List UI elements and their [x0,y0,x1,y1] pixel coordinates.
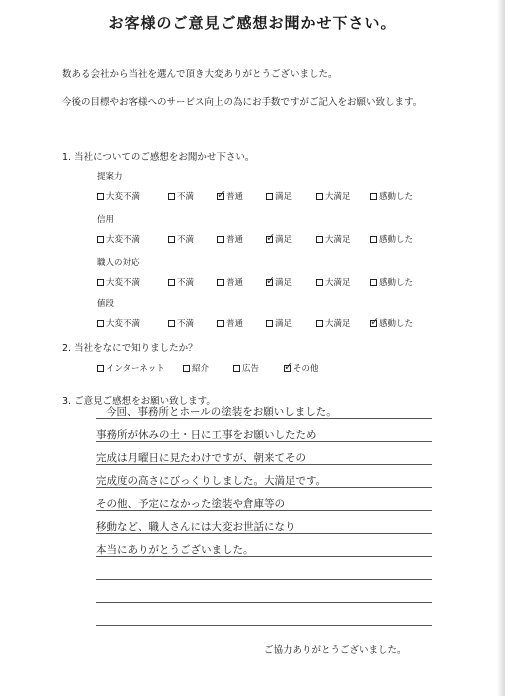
rating-option[interactable] [217,317,243,329]
option-label: 紹介 [192,364,210,374]
checkbox[interactable] [370,314,380,328]
source-option[interactable] [284,359,319,374]
checkbox[interactable] [266,230,276,244]
rating-option[interactable] [316,190,351,202]
rating-option[interactable] [217,233,243,245]
option-label: 大変不満 [106,235,141,245]
checkbox[interactable] [168,236,175,243]
rating-option[interactable] [97,190,140,202]
q3-heading: 3. ご意見ご感想をお願い致します。 [62,396,216,407]
comment-line: 移動など、職人さんには大変お世話になり [96,521,296,533]
checkbox[interactable] [217,236,224,243]
rating-option[interactable] [316,233,351,245]
option-label: 満足 [275,278,293,288]
checkbox[interactable] [284,359,294,373]
comment-line: その他、予定になかった塗装や倉庫等の [96,498,285,510]
rating-option[interactable] [316,317,351,329]
ruled-line [96,602,432,603]
checkbox[interactable] [266,320,273,327]
option-label: 大変不満 [106,278,141,288]
ruled-line [96,487,432,488]
rating-option[interactable] [217,187,244,202]
option-label: 不満 [177,319,195,329]
option-label: 普通 [226,235,244,245]
checkbox[interactable] [370,236,377,243]
comment-line: 今回、事務所とホールの塗装をお願いしました。 [106,406,337,418]
checkbox[interactable] [217,320,224,327]
ruled-line [96,418,432,419]
rating-option[interactable] [97,317,140,329]
option-label: 不満 [177,235,195,245]
option-label: 普通 [226,192,244,202]
option-label: 普通 [226,319,244,329]
rating-option[interactable] [370,314,414,329]
rating-option[interactable] [370,233,413,245]
rating-option[interactable] [97,233,140,245]
checkbox[interactable] [316,193,323,200]
comment-line: 事務所が休みの土・日に工事をお願いしたため [96,429,317,441]
rating-option[interactable] [370,276,413,288]
q1-heading: 1. 当社についてのご感想をお聞かせ下さい。 [62,152,255,163]
checkbox[interactable] [266,273,276,287]
rating-option[interactable] [168,317,194,329]
rating-category-label: 値段 [97,299,115,309]
option-label: 大満足 [325,319,351,329]
rating-option[interactable] [266,230,293,245]
page-title: お客様のご意見ご感想お聞かせ下さい。 [108,14,397,32]
option-label: 満足 [275,192,293,202]
rating-option[interactable] [168,276,194,288]
option-label: 大満足 [325,278,351,288]
ruled-line [96,556,432,557]
checkmark-icon: ✓ [284,359,294,373]
checkbox[interactable] [168,320,175,327]
checkbox[interactable] [370,279,377,286]
option-label: 普通 [226,278,244,288]
source-option[interactable] [233,362,259,374]
comment-line: 本当にありがとうございました。 [96,544,254,556]
checkbox[interactable] [316,279,323,286]
ruled-line [96,625,432,626]
option-label: 大満足 [325,192,351,202]
ruled-line [96,533,432,534]
checkbox[interactable] [97,320,104,327]
checkbox[interactable] [266,193,273,200]
footer-thanks: ご協力ありがとうございました。 [264,645,407,656]
checkmark-icon: ✓ [266,230,276,244]
option-label: インターネット [106,364,165,374]
checkbox[interactable] [316,236,323,243]
checkbox[interactable] [233,365,240,372]
checkbox[interactable] [217,187,227,201]
option-label: 不満 [177,278,195,288]
rating-option[interactable] [370,190,413,202]
rating-option[interactable] [316,276,351,288]
checkbox[interactable] [316,320,323,327]
checkbox[interactable] [183,365,190,372]
option-label: 大変不満 [106,319,141,329]
checkbox[interactable] [97,279,104,286]
source-option[interactable] [97,362,165,374]
intro-line-1: 数ある会社から当社を選んで頂き大変ありがとうございました。 [62,69,338,80]
checkbox[interactable] [168,193,175,200]
checkbox[interactable] [168,279,175,286]
option-label: 感動した [379,278,414,288]
checkmark-icon: ✓ [217,187,227,201]
checkbox[interactable] [97,236,104,243]
rating-category-label: 提案力 [97,172,123,182]
scan-edge [497,0,505,696]
option-label: 感動した [379,192,414,202]
rating-category-label: 職人の対応 [97,258,140,268]
rating-option[interactable] [168,190,194,202]
rating-option[interactable] [266,273,293,288]
checkbox[interactable] [370,193,377,200]
ruled-line [96,579,432,580]
checkmark-icon: ✓ [266,273,276,287]
ruled-line [96,464,432,465]
option-label: 感動した [379,319,414,329]
ruled-line [96,441,432,442]
checkbox[interactable] [217,279,224,286]
rating-option[interactable] [97,276,140,288]
checkbox[interactable] [97,193,104,200]
rating-category-label: 信用 [97,215,115,225]
ruled-line [96,510,432,511]
option-label: 大満足 [325,235,351,245]
rating-option[interactable] [168,233,194,245]
option-label: その他 [293,364,319,374]
option-label: 満足 [275,319,293,329]
comment-line: 完成度の高さにびっくりしました。大満足です。 [96,475,327,487]
rating-option[interactable] [217,276,243,288]
option-label: 感動した [379,235,414,245]
q2-heading: 2. 当社をなにで知りましたか？ [62,343,198,354]
option-label: 大変不満 [106,192,141,202]
checkmark-icon: ✓ [370,314,380,328]
rating-option[interactable] [266,317,292,329]
comment-line: 完成は月曜日に見たわけですが、朝来てその [96,452,306,464]
intro-line-2: 今後の目標やお客様へのサービス向上の為にお手数ですがご記入をお願い致します。 [62,97,423,108]
checkbox[interactable] [97,365,104,372]
option-label: 広告 [242,364,260,374]
rating-option[interactable] [266,190,292,202]
source-option[interactable] [183,362,209,374]
option-label: 不満 [177,192,195,202]
option-label: 満足 [275,235,293,245]
